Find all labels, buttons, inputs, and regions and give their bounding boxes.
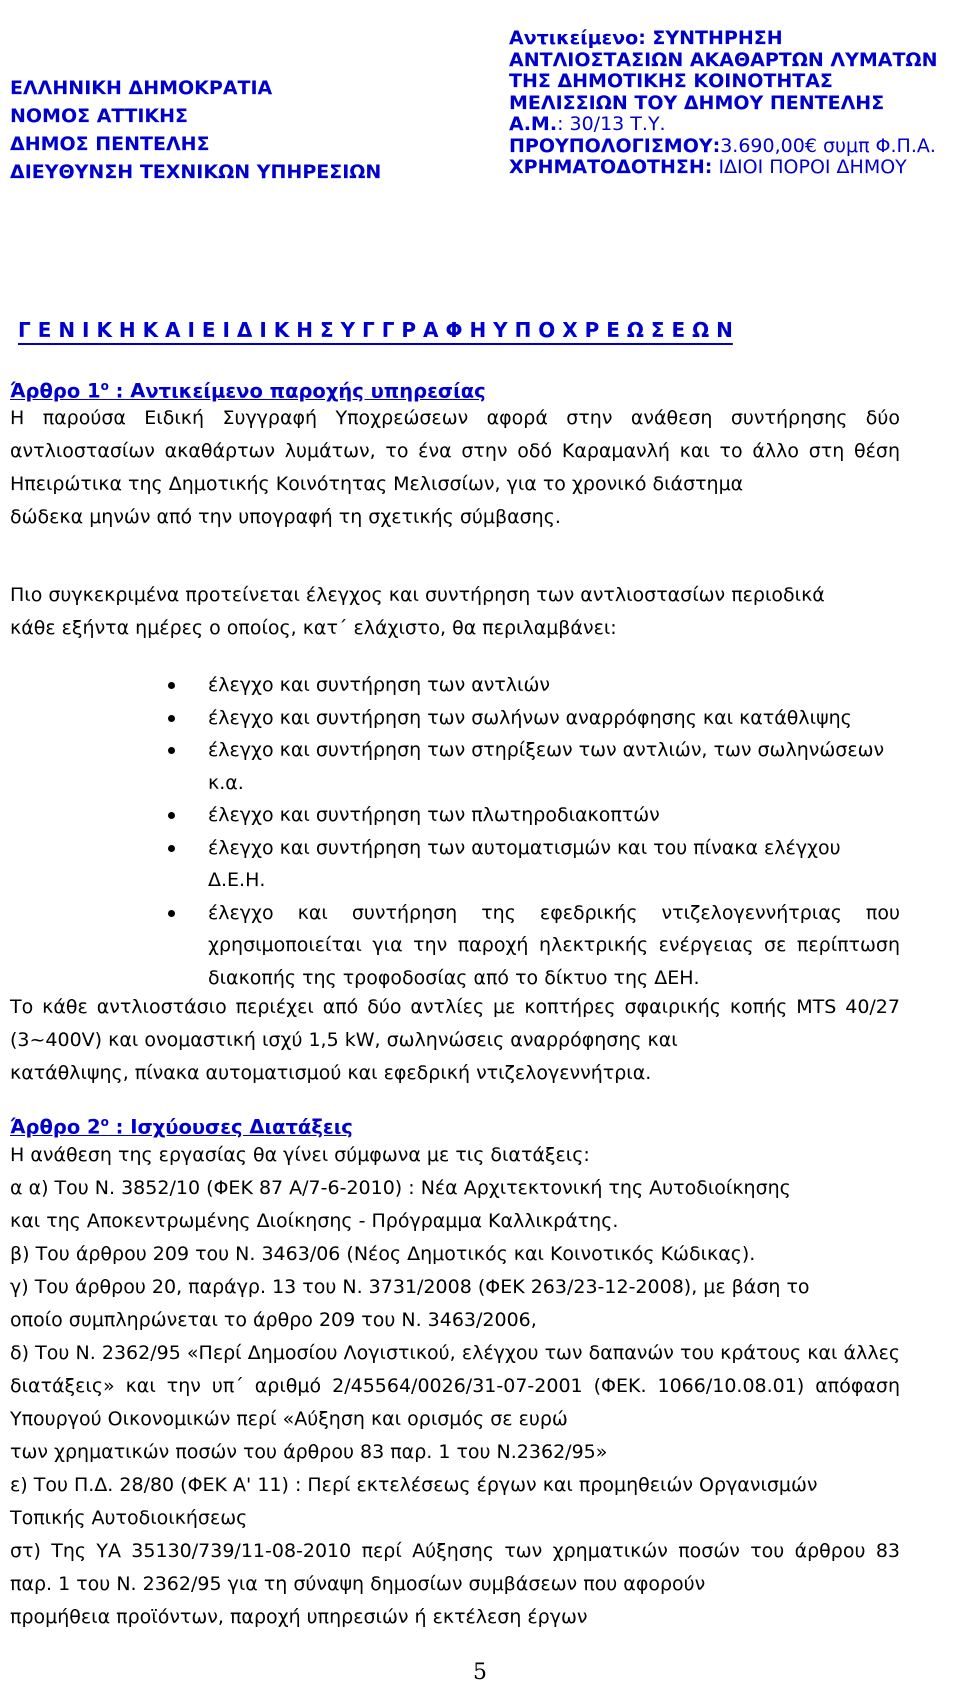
article-2-title-prefix: Άρθρο 2 <box>10 1115 101 1139</box>
subject-line-1: Αντικείμενο: ΣΥΝΤΗΡΗΣΗ <box>509 27 783 49</box>
article-1-paragraph-3-text: Το κάθε αντλιοστάσιο περιέχει από δύο αντλίες με κοπτήρες σφαιρικής κοπής MTS 40/27 (3~400V) και ονομαστική ισχύ 1,5 kW, σωληνώσεις αναρρόφησης και <box>10 996 900 1051</box>
provision-b: β) Του άρθρου 209 του Ν. 3463/06 (Νέος Δημοτικός και Κοινοτικός Κώδικας). <box>10 1243 756 1265</box>
checklist-item-text: έλεγχο και συντήρηση της εφεδρικής ντιζελογεννήτριας που χρησιμοποιείται για την παροχή ηλεκτρικής ενέργειας σε περίπτωση διακοπής της τροφοδοσίας από το δίκτυο της ΔΕΗ. <box>208 901 900 989</box>
bullet-icon <box>168 845 175 852</box>
budget-value: 3.690,00€ συμπ Φ.Π.Α. <box>720 134 936 157</box>
project-info-block <box>509 28 954 179</box>
checklist-item-text: έλεγχο και συντήρηση των πλωτηροδιακοπτών <box>208 804 660 826</box>
funding-label: ΧΡΗΜΑΤΟΔΟΤΗΣΗ: <box>509 156 713 178</box>
checklist-item-text: έλεγχο και συντήρηση των αντλιών <box>208 674 550 696</box>
funding-value: ΙΔΙΟΙ ΠΟΡΟΙ ΔΗΜΟΥ <box>712 156 907 178</box>
section-title: Γ Ε Ν Ι Κ Η Κ Α Ι Ε Ι Δ Ι Κ Η Σ Υ Γ Γ Ρ Α Φ Η Υ Π Ο Χ Ρ Ε Ω Σ Ε Ω Ν <box>18 318 733 342</box>
article-2-intro: Η ανάθεση της εργασίας θα γίνει σύμφωνα με τις διατάξεις: <box>10 1144 590 1166</box>
project-number <box>509 114 954 136</box>
article-1-title-superscript: ο <box>100 379 109 393</box>
article-1-paragraph-1 <box>10 402 900 534</box>
provision-f-text: στ) Της ΥΑ 35130/739/11-08-2010 περί Αύξησης των χρηματικών ποσών του άρθρου 83 παρ. 1 του Ν. 2362/95 για τη σύναψη δημοσίων συμβάσεων που αφορούν <box>10 1540 900 1595</box>
article-1-title-text: : Αντικείμενο παροχής υπηρεσίας <box>108 379 486 403</box>
article-1-title-prefix: Άρθρο 1 <box>10 379 101 403</box>
funding <box>509 157 954 179</box>
checklist-item-text: έλεγχο και συντήρηση των στηρίξεων των αντλιών, των σωληνώσεων κ.α. <box>208 739 885 794</box>
article-2-title <box>10 1106 353 1144</box>
checklist-item <box>168 702 900 735</box>
article-1-paragraph-2 <box>10 579 900 645</box>
issuer-country: ΕΛΛΗΝΙΚΗ ΔΗΜΟΚΡΑΤΙΑ <box>10 77 273 99</box>
provision-d <box>10 1337 900 1436</box>
bullet-icon <box>168 812 175 819</box>
budget <box>509 136 954 158</box>
provision-a: α α) Του Ν. 3852/10 (ΦΕΚ 87 Α/7-6-2010) : Νέα Αρχιτεκτονική της Αυτοδιοίκησης <box>10 1177 791 1199</box>
provision-c-continued: οποίο συμπληρώνεται το άρθρο 209 του Ν. 3463/2006, <box>10 1309 537 1331</box>
provision-a-continued: και της Αποκεντρωμένης Διοίκησης - Πρόγραμμα Καλλικράτης. <box>10 1210 619 1232</box>
article-1-paragraph-3-last-line: κατάθλιψης, πίνακα αυτοματισμού και εφεδρική ντιζελογεννήτρια. <box>10 1062 652 1084</box>
checklist-item <box>168 832 900 897</box>
checklist-item-text: έλεγχο και συντήρηση των σωλήνων αναρρόφησης και κατάθλιψης <box>208 706 852 729</box>
project-number-value: : 30/13 Τ.Υ. <box>557 113 666 135</box>
project-number-label: Α.Μ. <box>509 113 558 135</box>
article-1-paragraph-2-line-2: κάθε εξήντα ημέρες ο οποίος, κατ΄ ελάχιστο, θα περιλαμβάνει: <box>10 617 617 639</box>
subject-line-3: ΤΗΣ ΔΗΜΟΤΙΚΗΣ ΚΟΙΝΟΤΗΤΑΣ <box>509 70 833 92</box>
bullet-icon <box>168 910 175 917</box>
article-1-paragraph-1-text: Η παρούσα Ειδική Συγγραφή Υποχρεώσεων αφορά στην ανάθεση συντήρησης δύο αντλιοστασίων ακαθάρτων λυμάτων, το ένα στην οδό Καραμανλή και το άλλο στη θέση Ηπειρώτικα της Δημοτικής Κοινότητας Μελισσίων, για το χρονικό διάστημα <box>10 407 900 495</box>
article-1-paragraph-1-last-line: δώδεκα μηνών από την υπογραφή τη σχετικής σύμβασης. <box>10 506 561 528</box>
article-1-paragraph-2-line-1: Πιο συγκεκριμένα προτείνεται έλεγχος και συντήρηση των αντλιοστασίων περιοδικά <box>10 584 825 606</box>
provision-d-continued: των χρηματικών ποσών του άρθρου 83 παρ. 1 του Ν.2362/95» <box>10 1441 608 1463</box>
issuer-prefecture: ΝΟΜΟΣ ΑΤΤΙΚΗΣ <box>10 105 189 127</box>
provision-f-continued: προμήθεια προϊόντων, παροχή υπηρεσιών ή εκτέλεση έργων <box>10 1606 588 1628</box>
subject-line-2: ΑΝΤΛΙΟΣΤΑΣΙΩΝ ΑΚΑΘΑΡΤΩΝ ΛΥΜΑΤΩΝ <box>509 48 938 71</box>
provision-c: γ) Του άρθρου 20, παράγρ. 13 του Ν. 3731/2008 (ΦΕΚ 263/23-12-2008), με βάση το <box>10 1276 810 1298</box>
checklist-item <box>168 734 900 799</box>
checklist-item <box>168 669 900 702</box>
issuer-block <box>10 74 450 186</box>
issuer-municipality: ΔΗΜΟΣ ΠΕΝΤΕΛΗΣ <box>10 133 210 155</box>
bullet-icon <box>168 682 175 689</box>
maintenance-checklist <box>168 669 900 994</box>
bullet-icon <box>168 747 175 754</box>
checklist-item <box>168 799 900 832</box>
provision-e-continued: Τοπικής Αυτοδιοικήσεως <box>10 1507 248 1529</box>
bullet-icon <box>168 715 175 722</box>
provision-e: ε) Του Π.Δ. 28/80 (ΦΕΚ Α' 11) : Περί εκτελέσεως έργων και προμηθειών Οργανισμών <box>10 1474 818 1496</box>
page-number: 5 <box>473 1660 487 1685</box>
checklist-item <box>168 897 900 995</box>
article-1-paragraph-3 <box>10 991 900 1090</box>
budget-label: ΠΡΟΥΠΟΛΟΓΙΣΜΟΥ: <box>509 134 721 157</box>
article-2-title-text: : Ισχύουσες Διατάξεις <box>108 1115 353 1139</box>
article-2-title-superscript: ο <box>100 1115 109 1129</box>
article-2-body <box>10 1139 900 1634</box>
checklist-item-text: έλεγχο και συντήρηση των αυτοματισμών και του πίνακα ελέγχου Δ.Ε.Η. <box>208 836 841 891</box>
subject-line-4: ΜΕΛΙΣΣΙΩΝ ΤΟΥ ΔΗΜΟΥ ΠΕΝΤΕΛΗΣ <box>509 91 885 114</box>
issuer-department: ΔΙΕΥΘΥΝΣΗ ΤΕΧΝΙΚΩΝ ΥΠΗΡΕΣΙΩΝ <box>10 161 382 183</box>
provision-f <box>10 1535 900 1601</box>
provision-d-text: δ) Του Ν. 2362/95 «Περί Δημοσίου Λογιστικού, ελέγχου των δαπανών του κράτους και άλλες διατάξεις» και την υπ΄ αριθμό 2/45564/0026/31-07-2001 (ΦΕΚ. 1066/10.08.01) απόφαση Υπουργού Οικονομικών περί «Αύξηση και ορισμός σε ευρώ <box>10 1342 900 1430</box>
